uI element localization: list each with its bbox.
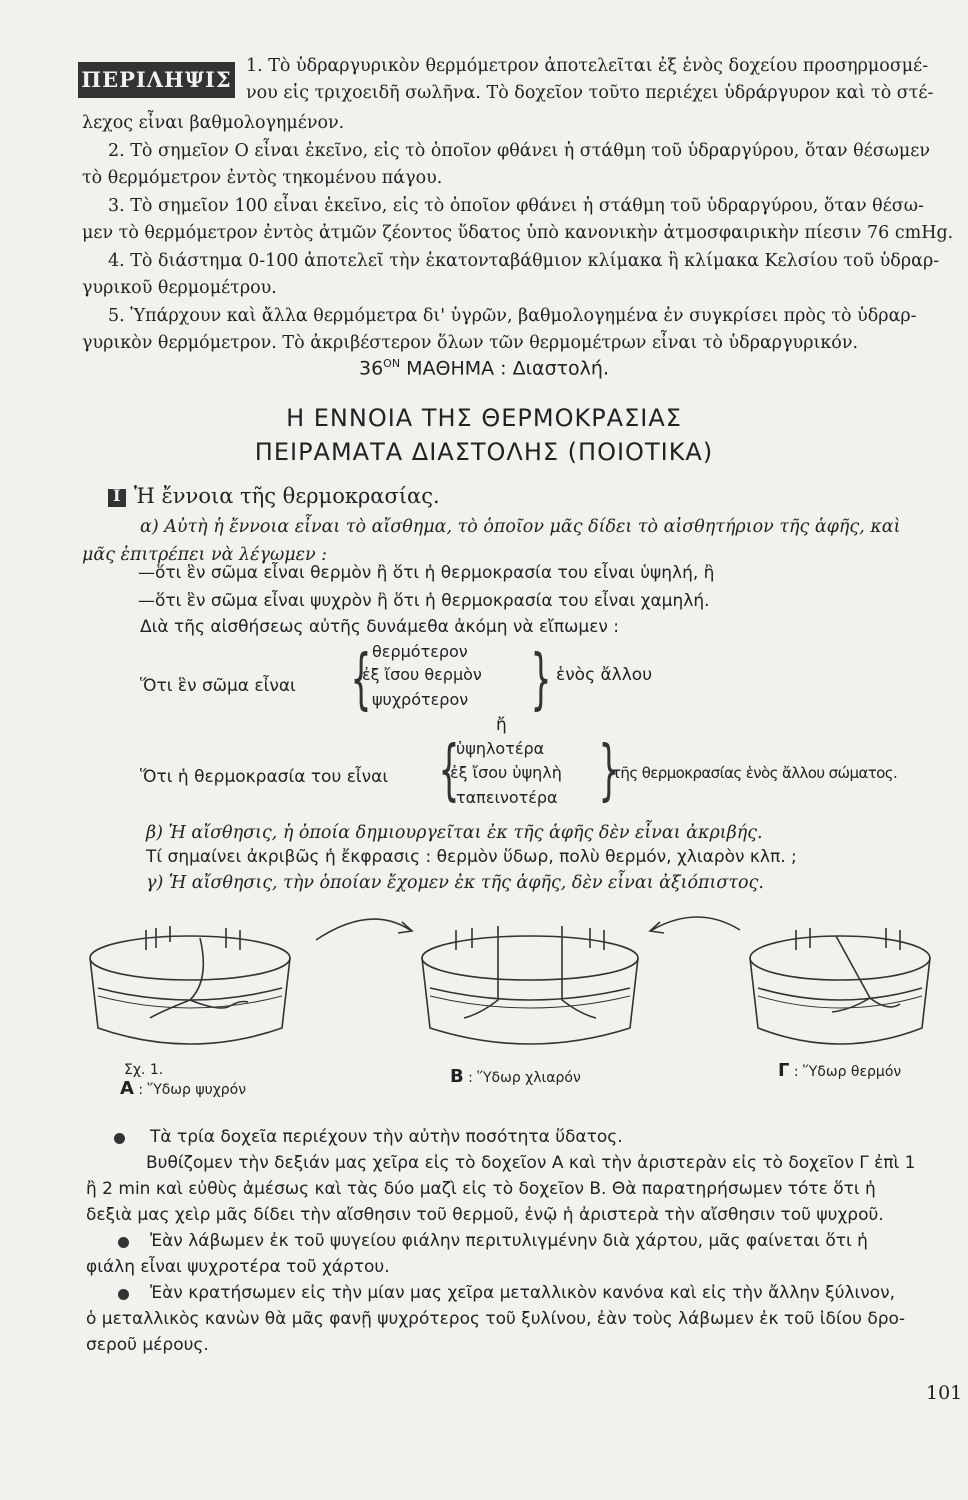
summary-line: γυρικὸν θερμόμετρον. Τὸ ἀκριβέστερον ὅλων τῶν θερμομέτρων εἶναι τὸ ὑδραργυρικόν.: [82, 333, 859, 353]
page-number: 101: [926, 1382, 963, 1404]
summary-line: 2. Τὸ σημεῖον Ο εἶναι ἐκεῖνο, εἰς τὸ ὁποῖον φθάνει ἡ στάθμη τοῦ ὑδραργύρου, ὅταν θέσωμεν: [108, 141, 931, 161]
paragraph-b-question: Τί σημαίνει ἀκριβῶς ἡ ἔκφρασις : θερμὸν ὕδωρ, πολὺ θερμόν, χλιαρὸν κλπ. ;: [146, 847, 797, 867]
bullet-icon: [118, 1289, 129, 1300]
experiment-text: ὁ μεταλλικὸς κανὼν θὰ μᾶς φανῇ ψυχρότερος τοῦ ξυλίνου, ἐὰν τοὺς λάβωμεν ἐκ τοῦ ἰδίου δρο-: [86, 1309, 906, 1329]
section-marker: [108, 486, 126, 507]
paragraph-a-line1: α) Αὐτὴ ἡ ἔννοια εἶναι τὸ αἴσθημα, τὸ ὁποῖον μᾶς δίδει τὸ αἰσθητήριον τῆς ἁφῆς, καὶ: [140, 517, 901, 537]
right-brace: }: [598, 731, 620, 808]
experiment-text: φιάλη εἶναι ψυχροτέρα τοῦ χάρτου.: [86, 1257, 390, 1277]
caption-letter: Γ: [778, 1060, 790, 1081]
summary-line: 3. Τὸ σημεῖον 100 εἶναι ἐκεῖνο, εἰς τὸ ὁποῖον φθάνει ἡ στάθμη τοῦ ὑδραργύρου, ὅταν θέσω-: [108, 196, 924, 216]
via-line: Διὰ τῆς αἰσθήσεως αὐτῆς δυνάμεθα ἀκόμη νὰ εἴπωμεν :: [140, 617, 620, 637]
group2-option: ὑψηλοτέρα: [456, 739, 545, 758]
summary-line: νου εἰς τριχοειδῆ σωλῆνα. Τὸ δοχεῖον τοῦτο περιέχει ὑδράργυρον καὶ τὸ στέ-: [246, 83, 934, 103]
caption-text: Ὕδωρ χλιαρόν: [477, 1070, 581, 1086]
left-brace: {: [438, 731, 460, 808]
caption-text: Ὕδωρ ψυχρόν: [147, 1082, 247, 1098]
page-title-line2: ΠΕΙΡΑΜΑΤΑ ΔΙΑΣΤΟΛΗΣ (ΠΟΙΟΤΙΚΑ): [254, 438, 714, 466]
caption-letter: Α: [120, 1078, 134, 1099]
bullet-icon: [114, 1133, 125, 1144]
basin-b-illustration: [422, 926, 638, 1044]
experiment-text: Τὰ τρία δοχεῖα περιέχουν τὴν αὐτὴν ποσότητα ὕδατος.: [150, 1127, 623, 1147]
lesson-superscript: ΟΝ: [383, 357, 401, 370]
lesson-label: [0, 357, 968, 379]
figure-caption-b: Β : Ὕδωρ χλιαρόν: [450, 1066, 581, 1087]
group2-option: ἐξ ἴσου ὑψηλὴ: [450, 763, 562, 782]
figure-label: Σχ. 1.: [124, 1062, 164, 1078]
caption-text: Ὕδωρ θερμόν: [803, 1064, 902, 1080]
right-brace: }: [530, 640, 552, 717]
arrow-a-to-b: [316, 919, 410, 940]
summary-line: 1. Τὸ ὑδραργυρικὸν θερμόμετρον ἀποτελεῖται ἐξ ἑνὸς δοχείου προσηρμοσμέ-: [246, 56, 929, 76]
summary-line: τὸ θερμόμετρον ἐντὸς τηκομένου πάγου.: [82, 168, 443, 188]
figure-caption-c: Γ : Ὕδωρ θερμόν: [778, 1060, 902, 1081]
bullet-icon: [118, 1237, 129, 1248]
paragraph-b: β) Ἡ αἴσθησις, ἡ ὁποία δημιουργεῖται ἐκ τῆς ἁφῆς δὲν εἶναι ἀκριβής.: [146, 823, 763, 843]
summary-label: ΠΕΡΙΛΗΨΙΣ: [78, 62, 235, 98]
experiment-text: δεξιὰ μας χεὶρ μᾶς δίδει τὴν αἴσθησιν τοῦ θερμοῦ, ἐνῷ ἡ ἀριστερὰ τὴν αἴσθησιν τοῦ ψυχροῦ.: [86, 1205, 884, 1225]
paragraph-c: γ) Ἡ αἴσθησις, τὴν ὁποίαν ἔχομεν ἐκ τῆς ἁφῆς, δὲν εἶναι ἀξιόπιστος.: [146, 873, 764, 893]
caption-letter: Β: [450, 1066, 464, 1087]
group1-option: ψυχρότερον: [372, 690, 469, 709]
summary-line: 4. Τὸ διάστημα 0-100 ἀποτελεῖ τὴν ἑκατονταβάθμιον κλίμακα ἢ κλίμακα Κελσίου τοῦ ὑδραρ-: [108, 251, 940, 271]
summary-line: 5. Ὑπάρχουν καὶ ἄλλα θερμόμετρα δι' ὑγρῶν, βαθμολογημένα ἐν συγκρίσει πρὸς τὸ ὑδραρ-: [108, 306, 917, 326]
experiment-text: Ἐὰν κρατήσωμεν εἰς τὴν μίαν μας χεῖρα μεταλλικὸν κανόνα καὶ εἰς τὴν ἄλλην ξύλινον,: [150, 1283, 896, 1303]
group2-prefix: Ὅτι ἡ θερμοκρασία του εἶναι: [140, 767, 389, 787]
figure-three-basins: [80, 900, 940, 1070]
basin-c-illustration: [750, 928, 930, 1044]
paragraph-a-line2: μᾶς ἐπιτρέπει νὰ λέγωμεν :: [82, 545, 328, 565]
basin-a-illustration: [90, 926, 290, 1044]
arrow-c-to-b: [652, 917, 740, 930]
lesson-number: 36: [358, 357, 384, 380]
summary-line: μεν τὸ θερμόμετρον ἐντὸς ἀτμῶν ζέοντος ὕδατος ὑπὸ κανονικὴν ἀτμοσφαιρικὴν πίεσιν 76 cmHg.: [82, 223, 954, 243]
or-word: ἤ: [496, 715, 507, 735]
group1-option: θερμότερον: [372, 642, 468, 661]
group2-option: ταπεινοτέρα: [456, 788, 558, 807]
group1-option: ἐξ ἴσου θερμὸν: [362, 665, 482, 684]
section-heading: Ἡ ἔννοια τῆς θερμοκρασίας.: [134, 484, 440, 508]
left-brace: {: [350, 640, 372, 717]
dash-line-2: —ὅτι ἓν σῶμα εἶναι ψυχρὸν ἢ ὅτι ἡ θερμοκρασία του εἶναι χαμηλή.: [138, 591, 710, 611]
section-number: I: [113, 486, 121, 505]
experiment-text: Ἐὰν λάβωμεν ἐκ τοῦ ψυγείου φιάλην περιτυλιγμένην διὰ χάρτου, μᾶς φαίνεται ὅτι ἡ: [150, 1231, 868, 1251]
figure-caption-a: Α : Ὕδωρ ψυχρόν: [120, 1078, 247, 1099]
experiment-text: Βυθίζομεν τὴν δεξιάν μας χεῖρα εἰς τὸ δοχεῖον Α καὶ τὴν ἀριστερὰν εἰς τὸ δοχεῖον Γ ἐπὶ 1: [146, 1153, 916, 1173]
page-title-line1: Η ΕΝΝΟΙΑ ΤΗΣ ΘΕΡΜΟΚΡΑΣΙΑΣ: [286, 404, 682, 432]
group1-suffix: ἑνὸς ἄλλου: [556, 665, 653, 685]
experiment-text: ἢ 2 min καὶ εὐθὺς ἀμέσως καὶ τὰς δύο μαζὶ εἰς τὸ δοχεῖον Β. Θὰ παρατηρήσωμεν τότε ὅτι ἡ: [86, 1179, 876, 1199]
dash-line-1: —ὅτι ἓν σῶμα εἶναι θερμὸν ἢ ὅτι ἡ θερμοκρασία του εἶναι ὑψηλή, ἢ: [138, 563, 715, 583]
group2-suffix: τῆς θερμοκρασίας ἑνὸς ἄλλου σώματος.: [612, 764, 898, 782]
group1-prefix: Ὅτι ἓν σῶμα εἶναι: [140, 676, 296, 696]
summary-line: λεχος εἶναι βαθμολογημένον.: [82, 113, 345, 133]
experiment-text: σεροῦ μέρους.: [86, 1335, 209, 1355]
summary-line: γυρικοῦ θερμομέτρου.: [82, 278, 277, 298]
lesson-title: ΜΑΘΗΜΑ : Διαστολή.: [406, 357, 609, 380]
